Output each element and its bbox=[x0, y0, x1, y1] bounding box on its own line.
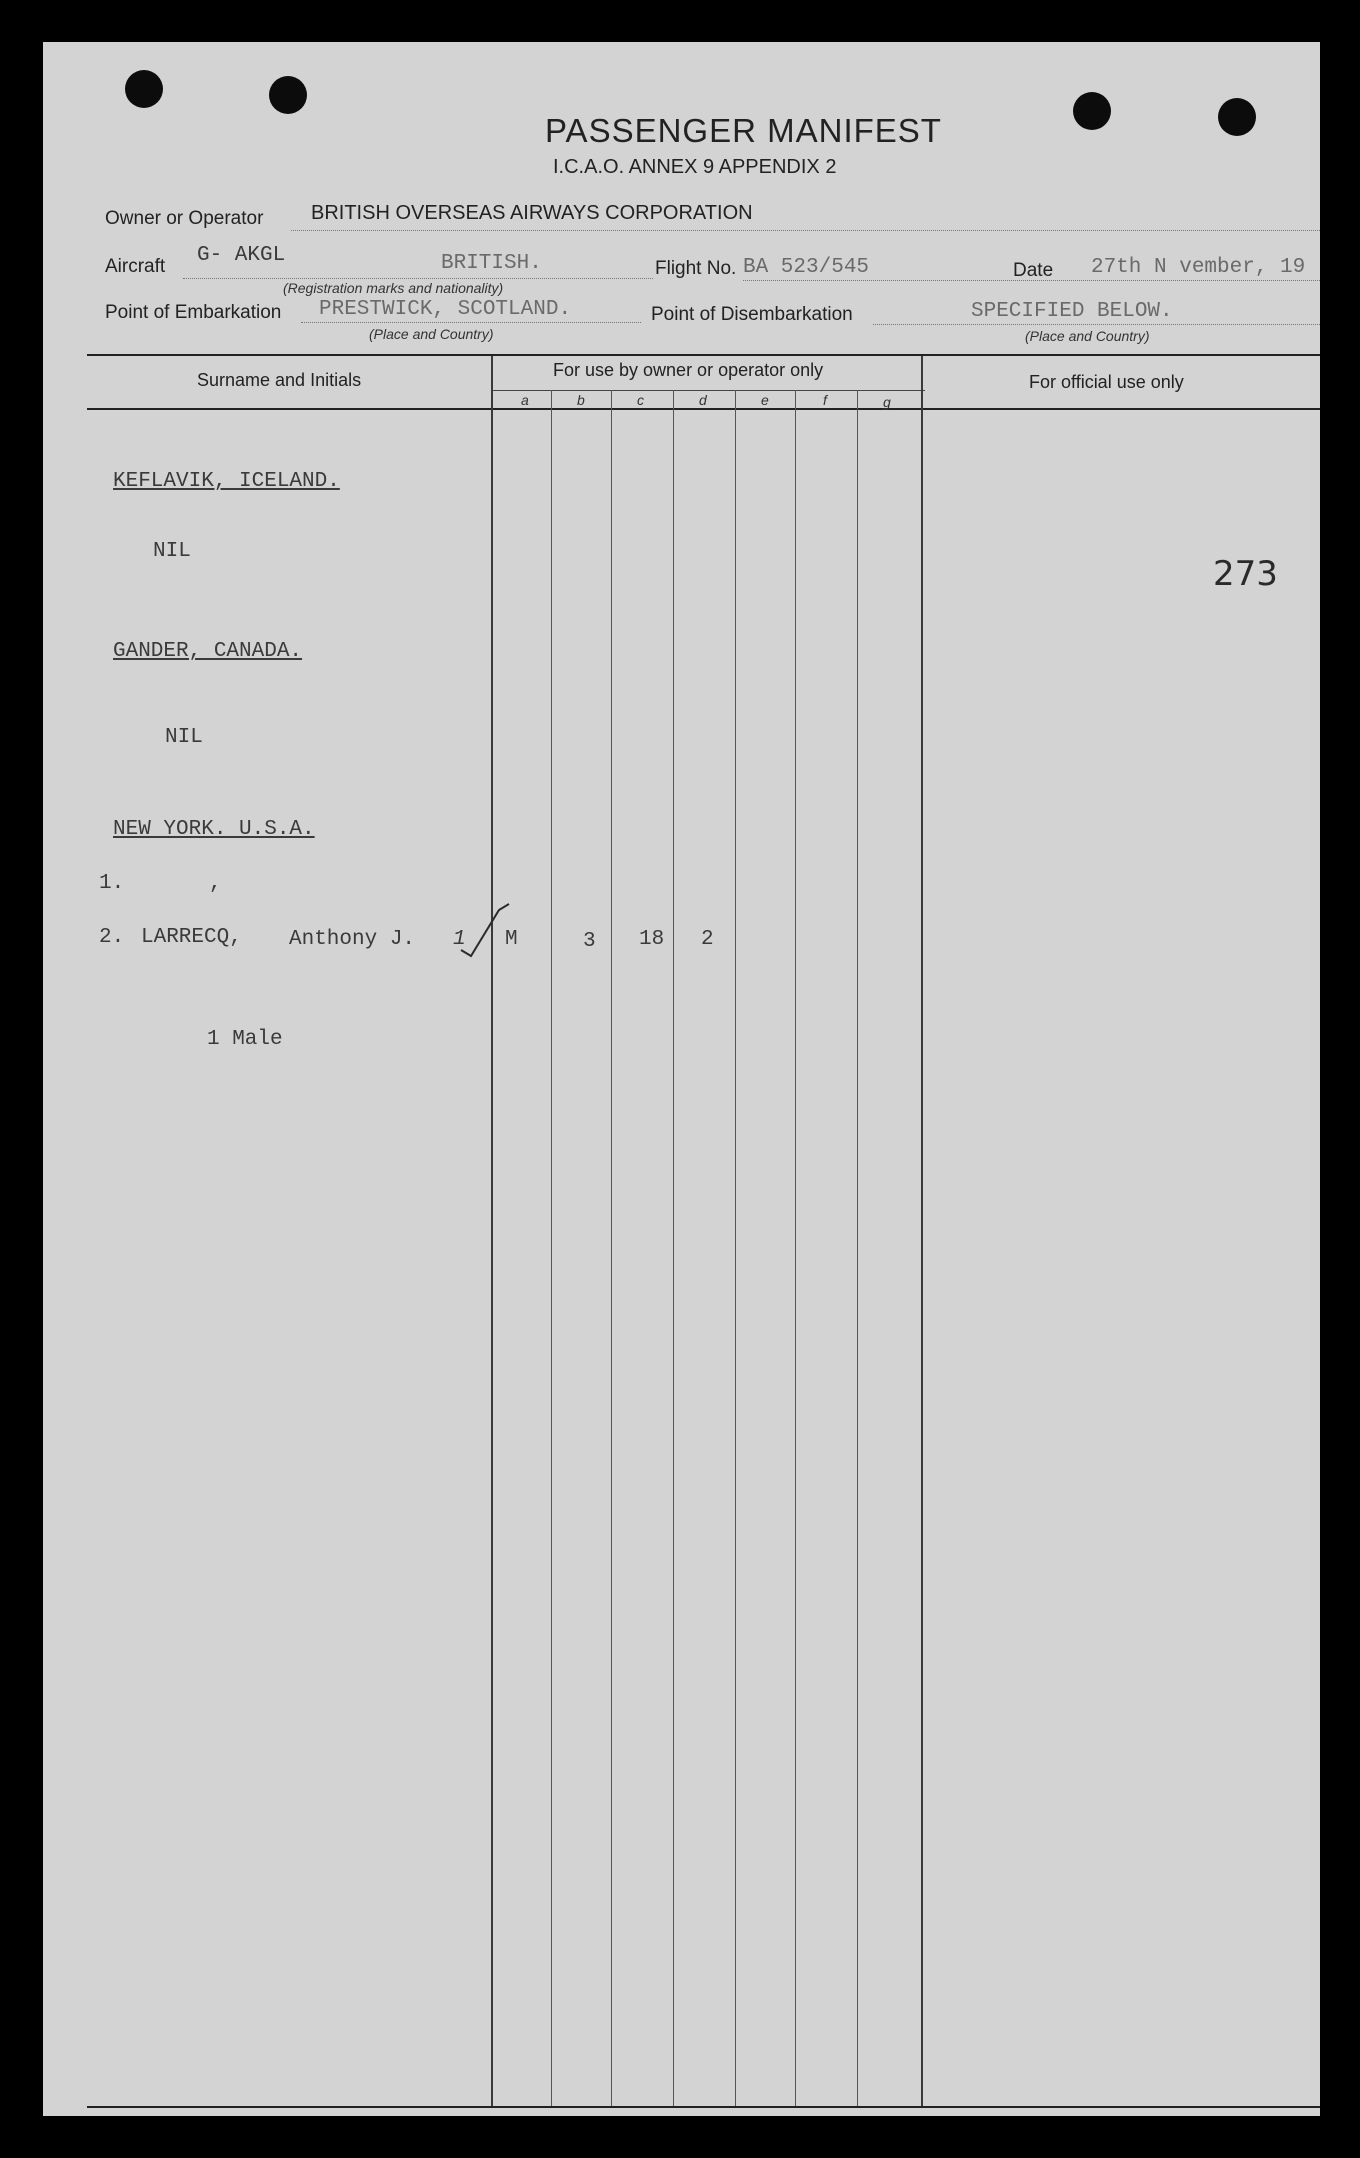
embarkation-dotted-line bbox=[301, 322, 641, 323]
row1-number: 1. bbox=[99, 872, 125, 895]
table-bottom-rule bbox=[87, 2106, 1320, 2108]
entry-keflavik-nil: NIL bbox=[153, 540, 191, 563]
col-operator-header: For use by owner or operator only bbox=[553, 360, 824, 380]
flight-label: Flight No. bbox=[655, 258, 737, 279]
row2-col-c: 18 bbox=[639, 928, 665, 951]
aircraft-dotted-line bbox=[183, 278, 653, 279]
registration-note: (Registration marks and nationality) bbox=[283, 280, 504, 296]
table-header-rule bbox=[87, 408, 1320, 410]
date-value: 27th N vember, 19 bbox=[1091, 256, 1306, 279]
col-letter-d: d bbox=[699, 392, 707, 408]
disembarkation-note: (Place and Country) bbox=[1025, 328, 1150, 344]
punch-hole bbox=[1218, 98, 1256, 136]
col-letter-e: e bbox=[761, 392, 769, 408]
embarkation-note: (Place and Country) bbox=[369, 326, 494, 342]
col-letter-f: f bbox=[823, 392, 827, 408]
nationality-value: BRITISH. bbox=[441, 252, 542, 275]
disembarkation-value: SPECIFIED BELOW. bbox=[971, 300, 1173, 323]
col-surname-header: Surname and Initials bbox=[197, 370, 362, 390]
col-letter-g: g bbox=[883, 394, 891, 410]
col-divider-a bbox=[551, 390, 552, 2106]
entry-gander: GANDER, CANADA. bbox=[113, 640, 303, 663]
col-divider-c bbox=[673, 390, 674, 2106]
col-letter-a: a bbox=[521, 392, 529, 408]
row2-number: 2. bbox=[99, 926, 125, 949]
flight-value: BA 523/545 bbox=[743, 256, 870, 279]
entry-newyork: NEW YORK. U.S.A. bbox=[113, 818, 315, 841]
summary-count: 1 Male bbox=[207, 1028, 283, 1051]
official-stamp-number: 273 bbox=[1213, 554, 1278, 594]
col-letter-b: b bbox=[577, 392, 585, 408]
manifest-sheet bbox=[43, 42, 1320, 2116]
col-divider-e bbox=[795, 390, 796, 2106]
row2-given-names: Anthony J. bbox=[289, 928, 416, 951]
owner-dotted-line bbox=[291, 230, 1320, 231]
col-divider-f bbox=[857, 390, 858, 2106]
embarkation-label: Point of Embarkation bbox=[105, 302, 282, 323]
col-letter-c: c bbox=[637, 392, 644, 408]
row2-col-d: 2 bbox=[701, 928, 714, 951]
col-official-header: For official use only bbox=[1029, 372, 1184, 392]
aircraft-label: Aircraft bbox=[105, 256, 166, 277]
col-divider-d bbox=[735, 390, 736, 2106]
entry-keflavik: KEFLAVIK, ICELAND. bbox=[113, 470, 340, 493]
table-top-rule bbox=[87, 354, 1320, 356]
aircraft-value: G- AKGL bbox=[197, 244, 286, 267]
row2-col-b: 3 bbox=[583, 930, 596, 953]
document-subtitle: I.C.A.O. ANNEX 9 APPENDIX 2 bbox=[553, 156, 837, 178]
row1-comma: , bbox=[209, 872, 222, 895]
date-label: Date bbox=[1013, 260, 1054, 281]
punch-hole bbox=[125, 70, 163, 108]
embarkation-value: PRESTWICK, SCOTLAND. bbox=[319, 298, 572, 321]
punch-hole bbox=[1073, 92, 1111, 130]
operator-subheader-rule bbox=[491, 390, 925, 391]
document-title: PASSENGER MANIFEST bbox=[545, 112, 942, 149]
col-divider-surname bbox=[491, 356, 493, 2106]
owner-label: Owner or Operator bbox=[105, 208, 264, 229]
row2-tick-mark: 1 bbox=[453, 928, 466, 951]
col-divider-official bbox=[921, 356, 923, 2106]
punch-hole bbox=[269, 76, 307, 114]
disembarkation-label: Point of Disembarkation bbox=[651, 304, 853, 325]
row2-surname: LARRECQ, bbox=[141, 926, 242, 949]
entry-gander-nil: NIL bbox=[165, 726, 203, 749]
owner-value: BRITISH OVERSEAS AIRWAYS CORPORATION bbox=[311, 202, 753, 224]
row2-col-a: M bbox=[505, 928, 518, 951]
disembarkation-dotted-line bbox=[873, 324, 1320, 325]
col-divider-b bbox=[611, 390, 612, 2106]
